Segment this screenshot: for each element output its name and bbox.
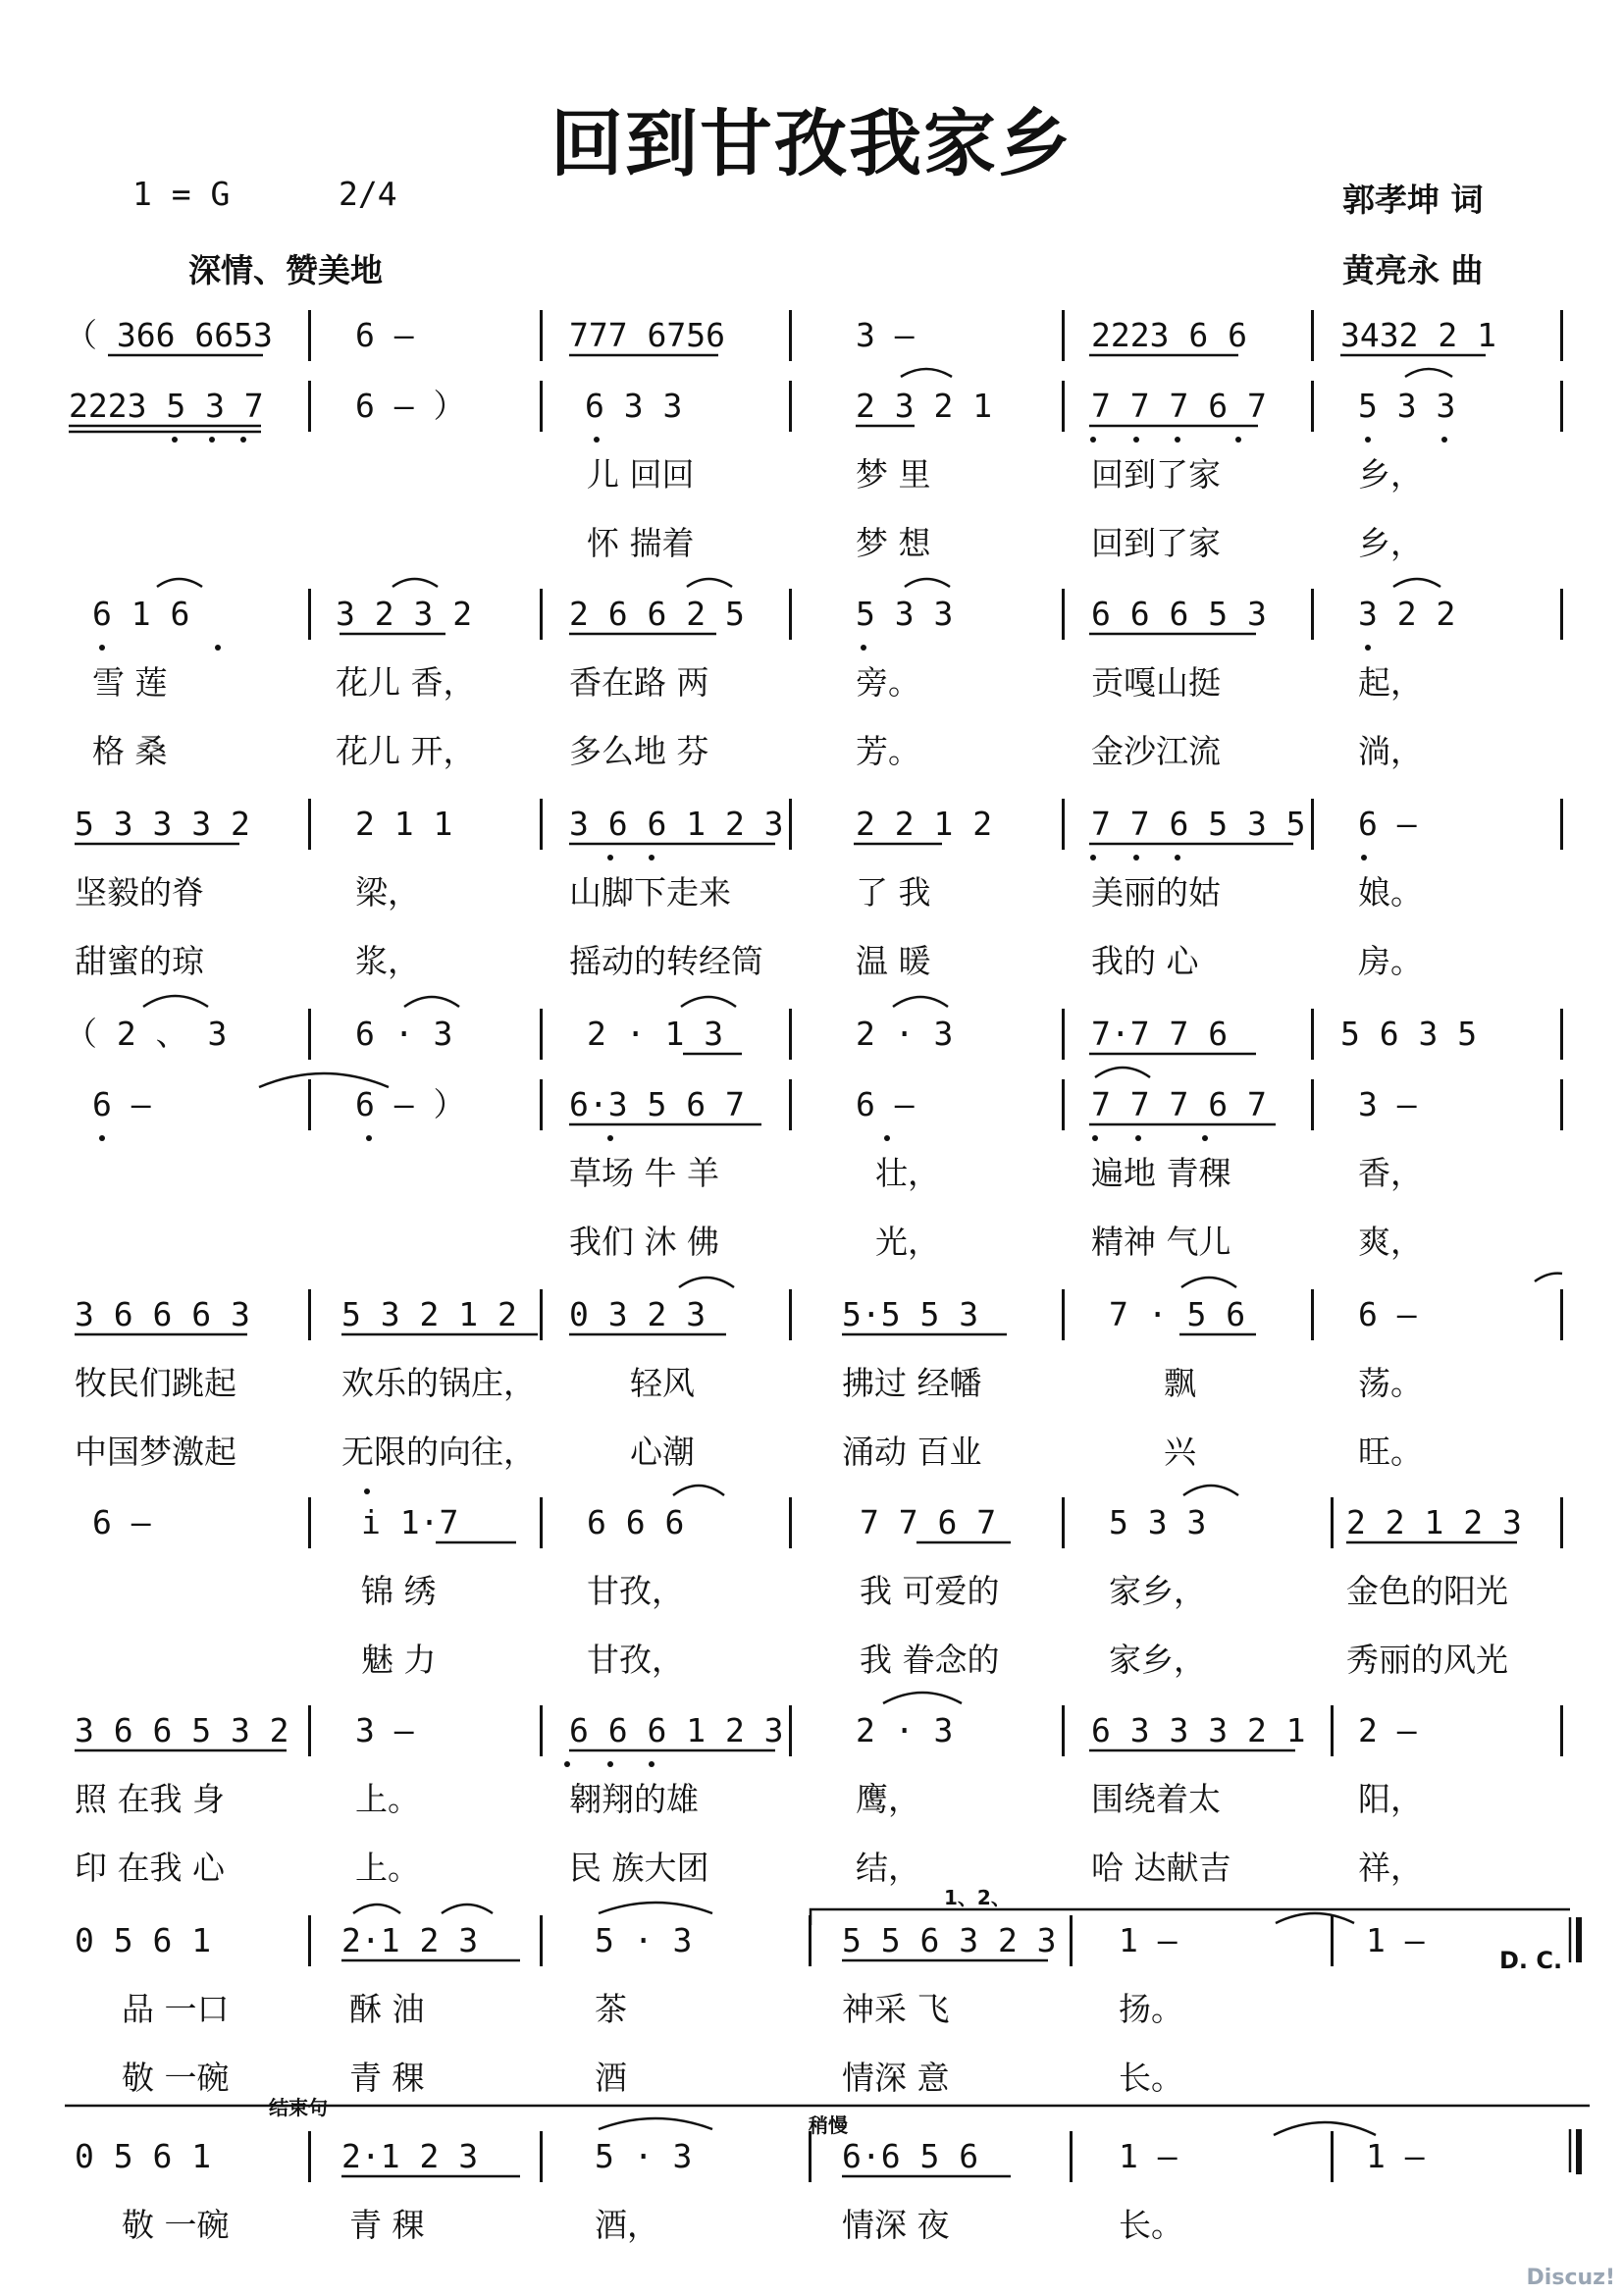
bar-line [308, 589, 311, 640]
bar-line [540, 799, 543, 850]
bar-line [1062, 799, 1065, 850]
measure: 3 – [1358, 1085, 1417, 1123]
bar-line [1062, 1705, 1065, 1756]
lyric-line [65, 724, 1566, 779]
bar-line [789, 310, 792, 361]
bar-line [789, 1009, 792, 1060]
lyric-line [65, 2198, 1566, 2253]
lyric: 印 在我 心 [75, 1849, 225, 1887]
bar-line [540, 1009, 543, 1060]
bar-line [308, 2131, 311, 2182]
bar-line [1311, 1079, 1314, 1130]
measure: 2 · 1 3 [587, 1015, 724, 1053]
measure: 2 3 2 1 [856, 387, 993, 425]
lyric: 甜蜜的琼 [75, 942, 204, 980]
lyric: 无限的向往， [341, 1433, 536, 1471]
bar-line [1311, 381, 1314, 432]
measure: 6 – ） [355, 387, 466, 425]
measure: 3 6 6 1 2 3 [569, 805, 784, 843]
lyric: 芳。 [856, 732, 920, 770]
bar-line [308, 799, 311, 850]
bar-line [1062, 1079, 1065, 1130]
lyric: 长。 [1119, 2206, 1183, 2244]
measure: 2 2 1 2 [856, 805, 993, 843]
lyric: 欢乐的锅庄， [341, 1364, 536, 1402]
lyric: 民 族大团 [569, 1849, 709, 1887]
bar-line [308, 1497, 311, 1548]
lyric: 祥， [1358, 1849, 1423, 1887]
measure: 6 6 6 5 3 [1091, 595, 1267, 633]
lyric-line [65, 1356, 1566, 1411]
lyric-line [65, 1841, 1566, 1896]
lyric: 结， [856, 1849, 920, 1887]
lyric: 神采 飞 [842, 1990, 950, 2028]
measure: 3 2 2 [1358, 595, 1456, 633]
lyric: 品 一口 [122, 1990, 230, 2028]
lyric: 山脚下走来 [569, 873, 731, 912]
ending-label: 结束句 [269, 2096, 328, 2119]
bar-line [1062, 310, 1065, 361]
notation-row [65, 1285, 1566, 1344]
measure: 7·7 7 6 [1091, 1015, 1229, 1053]
measure: 6 6 6 [587, 1503, 685, 1541]
bar-line [789, 1289, 792, 1340]
lyric: 壮， [875, 1154, 940, 1192]
notation-row [65, 1005, 1566, 1064]
measure: 2 6 6 2 5 [569, 595, 745, 633]
lyric: 旺。 [1358, 1433, 1423, 1471]
lyric: 青 稞 [349, 2206, 425, 2244]
bar-line [1331, 1705, 1334, 1756]
bar-line [1331, 1497, 1334, 1548]
lyric-line [65, 1633, 1566, 1688]
measure: （ 366 6653 [65, 316, 273, 354]
measure: 6 – [92, 1503, 151, 1541]
bar-line [308, 1915, 311, 1966]
measure: 2 1 1 [355, 805, 453, 843]
lyric-line [65, 1425, 1566, 1480]
key-signature: 1 = G [132, 175, 231, 213]
notation-row [65, 795, 1566, 854]
measure: 2 · 3 [856, 1015, 954, 1053]
lyric: 茶 [595, 1990, 627, 2028]
lyric: 酥 油 [349, 1990, 425, 2028]
bar-line [1311, 310, 1314, 361]
measure: 7 7 7 6 7 [1091, 387, 1267, 425]
bar-line [1311, 1009, 1314, 1060]
lyric: 锦 绣 [361, 1572, 437, 1610]
bar-line [1560, 589, 1563, 640]
lyric: 了 我 [856, 873, 931, 912]
bar-line [540, 1079, 543, 1130]
measure: 5 5 6 3 2 3 [842, 1921, 1057, 1959]
lyric: 敬 一碗 [122, 2206, 230, 2244]
measure: 5 3 2 1 2 [341, 1295, 517, 1333]
measure: 2·1 2 3 [341, 1921, 479, 1959]
lyric: 贡嘎山挺 [1091, 663, 1221, 702]
lyric: 魅 力 [361, 1641, 437, 1679]
measure: 6 – [355, 316, 414, 354]
lyric: 长。 [1119, 2059, 1183, 2097]
lyric: 回到了家 [1091, 524, 1221, 562]
lyric: 梦 想 [856, 524, 931, 562]
bar-line [1331, 1915, 1334, 1966]
lyric-line [65, 865, 1566, 920]
measure: 5 · 3 [595, 1921, 693, 1959]
lyric: 草场 牛 羊 [569, 1154, 719, 1192]
measure: 6 – [1358, 805, 1417, 843]
lyric: 摇动的转经筒 [569, 942, 763, 980]
bar-line [1560, 1705, 1563, 1756]
bar-line [540, 1497, 543, 1548]
notation-row [65, 1911, 1566, 1970]
lyric: 飘 [1164, 1364, 1196, 1402]
lyric: 光， [875, 1223, 940, 1261]
lyric: 花儿 开， [336, 732, 476, 770]
lyric: 金沙江流 [1091, 732, 1221, 770]
bar-line [1560, 1009, 1563, 1060]
time-signature: 2/4 [339, 175, 397, 213]
bar-line [540, 310, 543, 361]
bar-line [1062, 1009, 1065, 1060]
lyric-line [65, 1215, 1566, 1270]
lyric: 精神 气儿 [1091, 1223, 1231, 1261]
bar-line [1062, 381, 1065, 432]
bar-line [1560, 1497, 1563, 1548]
notation-row [65, 1701, 1566, 1760]
bar-line [308, 1009, 311, 1060]
lyric: 乡， [1358, 524, 1423, 562]
lyric: 轻风 [630, 1364, 695, 1402]
measure: 1 – [1119, 1921, 1178, 1959]
measure: 6 1 6 [92, 595, 190, 633]
lyric: 淌， [1358, 732, 1423, 770]
measure: 7 7 6 5 3 5 [1091, 805, 1306, 843]
measure: 2 – [1358, 1711, 1417, 1749]
bar-line [308, 1705, 311, 1756]
measure: 1 – [1119, 2137, 1178, 2175]
lyric: 格 桑 [92, 732, 168, 770]
notation-row [65, 1075, 1566, 1134]
lyric: 香在路 两 [569, 663, 709, 702]
lyric: 拂过 经幡 [842, 1364, 982, 1402]
lyric-line [65, 447, 1566, 502]
lyric: 我们 沐 佛 [569, 1223, 719, 1261]
lyric: 中国梦激起 [75, 1433, 236, 1471]
measure: 7 · 5 6 [1109, 1295, 1246, 1333]
lyric: 梁， [355, 873, 420, 912]
bar-line [540, 2131, 543, 2182]
lyric: 情深 意 [842, 2059, 950, 2097]
measure: 1 – [1366, 1921, 1425, 1959]
measure: 6 – [1358, 1295, 1417, 1333]
bar-line [308, 1289, 311, 1340]
lyric: 照 在我 身 [75, 1780, 225, 1818]
bar-line [540, 1705, 543, 1756]
notation-row [65, 1493, 1566, 1552]
measure: i 1·7 [361, 1503, 459, 1541]
lyric: 儿 回回 [587, 455, 695, 494]
notation-row [65, 377, 1566, 436]
bar-line [1062, 1289, 1065, 1340]
bar-line [1560, 799, 1563, 850]
lyric: 荡。 [1358, 1364, 1423, 1402]
dc-marking: D. C. [1499, 1947, 1563, 1974]
lyric: 扬。 [1119, 1990, 1183, 2028]
bar-line [809, 1915, 812, 1966]
bar-line [789, 1497, 792, 1548]
notation-row [65, 306, 1566, 365]
measure: 5 3 3 [856, 595, 954, 633]
lyric: 敬 一碗 [122, 2059, 230, 2097]
lyric: 我的 心 [1091, 942, 1199, 980]
measure: 5 3 3 [1358, 387, 1456, 425]
measure: 2 · 3 [856, 1711, 954, 1749]
lyric: 爽， [1358, 1223, 1423, 1261]
bar-line [1070, 1915, 1073, 1966]
measure: 0 5 6 1 [75, 1921, 212, 1959]
lyric: 雪 莲 [92, 663, 168, 702]
measure: 3 2 3 2 [336, 595, 473, 633]
measure: 5 3 3 [1109, 1503, 1207, 1541]
lyric: 酒 [595, 2059, 627, 2097]
lyric: 美丽的姑 [1091, 873, 1221, 912]
measure: 6 3 3 [585, 387, 683, 425]
bar-line [1062, 589, 1065, 640]
measure: 6 – [92, 1085, 151, 1123]
lyric: 坚毅的脊 [75, 873, 204, 912]
measure: 2223 6 6 [1091, 316, 1247, 354]
measure: 3 6 6 5 3 2 [75, 1711, 289, 1749]
lyric-line [65, 1146, 1566, 1201]
lyricist-credit: 郭孝坤 词 [1342, 181, 1484, 219]
lyric: 秀丽的风光 [1346, 1641, 1508, 1679]
measure: 3 – [355, 1711, 414, 1749]
lyric: 香， [1358, 1154, 1423, 1192]
bar-line [1560, 381, 1563, 432]
lyric: 牧民们跳起 [75, 1364, 236, 1402]
bar-line [1070, 2131, 1073, 2182]
bar-line [1062, 1497, 1065, 1548]
measure: 5 3 3 3 2 [75, 805, 250, 843]
lyric: 甘孜， [587, 1641, 684, 1679]
measure: 6·3 5 6 7 [569, 1085, 745, 1123]
bar-line [540, 1289, 543, 1340]
lyric: 围绕着太 [1091, 1780, 1221, 1818]
lyric: 房。 [1358, 942, 1423, 980]
measure: 6 6 6 1 2 3 [569, 1711, 784, 1749]
measure: 6 – ） [355, 1085, 466, 1123]
lyric: 家乡， [1109, 1572, 1206, 1610]
bar-line [1311, 799, 1314, 850]
bar-line [789, 1705, 792, 1756]
lyric: 梦 里 [856, 455, 931, 494]
bar-line [1560, 1289, 1563, 1340]
measure: 6·6 5 6 [842, 2137, 979, 2175]
lyric: 怀 揣着 [587, 524, 695, 562]
bar-line [1311, 1289, 1314, 1340]
lyric: 上。 [355, 1849, 420, 1887]
lyric: 青 稞 [349, 2059, 425, 2097]
lyric: 乡， [1358, 455, 1423, 494]
lyric: 甘孜， [587, 1572, 684, 1610]
lyric: 回到了家 [1091, 455, 1221, 494]
measure: （ 2 、 3 [65, 1015, 228, 1053]
lyric: 阳， [1358, 1780, 1423, 1818]
lyric-line [65, 1982, 1566, 2037]
lyric: 酒， [595, 2206, 659, 2244]
ritardando-label: 稍慢 [809, 2113, 848, 2137]
bar-line [789, 381, 792, 432]
song-title: 回到甘孜我家乡 [550, 102, 1073, 186]
bar-line [789, 1079, 792, 1130]
lyric: 哈 达献吉 [1091, 1849, 1231, 1887]
lyric-line [65, 1564, 1566, 1619]
lyric-line [65, 1772, 1566, 1827]
lyric: 家乡， [1109, 1641, 1206, 1679]
measure: 0 3 2 3 [569, 1295, 707, 1333]
measure: 2·1 2 3 [341, 2137, 479, 2175]
bar-line [809, 2131, 812, 2182]
measure: 3 – [856, 316, 915, 354]
lyric: 温 暖 [856, 942, 931, 980]
volta-label: 1、2、 [944, 1886, 1011, 1909]
measure: 5·5 5 3 [842, 1295, 979, 1333]
bar-line [789, 799, 792, 850]
measure: 6 · 3 [355, 1015, 453, 1053]
measure: 2223 5 3 7 [69, 387, 264, 425]
measure: 1 – [1366, 2137, 1425, 2175]
measure: 7 7 7 6 7 [1091, 1085, 1267, 1123]
bar-line [540, 589, 543, 640]
bar-line [1560, 1079, 1563, 1130]
lyric: 起， [1358, 663, 1423, 702]
lyric-line [65, 934, 1566, 989]
bar-line [308, 310, 311, 361]
notation-row [65, 585, 1566, 644]
lyric: 金色的阳光 [1346, 1572, 1508, 1610]
lyric: 花儿 香， [336, 663, 476, 702]
measure: 6 – [856, 1085, 915, 1123]
measure: 5 · 3 [595, 2137, 693, 2175]
measure: 7 7 6 7 [860, 1503, 997, 1541]
lyric-line [65, 655, 1566, 710]
measure: 6 3 3 3 2 1 [1091, 1711, 1306, 1749]
bar-line [1331, 2131, 1334, 2182]
lyric: 遍地 青稞 [1091, 1154, 1231, 1192]
measure: 5 6 3 5 [1340, 1015, 1478, 1053]
bar-line [308, 1079, 311, 1130]
lyric: 我 眷念的 [860, 1641, 1000, 1679]
watermark: Discuz! [1526, 2266, 1615, 2290]
measure: 777 6756 [569, 316, 725, 354]
measure: 3 6 6 6 3 [75, 1295, 250, 1333]
lyric: 我 可爱的 [860, 1572, 1000, 1610]
lyric: 兴 [1164, 1433, 1196, 1471]
bar-line [1560, 310, 1563, 361]
lyric: 翱翔的雄 [569, 1780, 699, 1818]
bar-line [540, 381, 543, 432]
lyric: 旁。 [856, 663, 920, 702]
lyric: 浆， [355, 942, 420, 980]
measure: 3432 2 1 [1340, 316, 1496, 354]
measure: 2 2 1 2 3 [1346, 1503, 1522, 1541]
bar-line [1311, 589, 1314, 640]
bar-line [540, 1915, 543, 1966]
lyric: 娘。 [1358, 873, 1423, 912]
bar-line [789, 589, 792, 640]
tempo-marking: 深情、赞美地 [188, 251, 383, 289]
lyric: 情深 夜 [842, 2206, 950, 2244]
lyric: 多么地 芬 [569, 732, 709, 770]
lyric: 鹰， [856, 1780, 920, 1818]
lyric: 涌动 百业 [842, 1433, 982, 1471]
composer-credit: 黄亮永 曲 [1342, 251, 1484, 289]
lyric: 心潮 [630, 1433, 695, 1471]
bar-line [308, 381, 311, 432]
lyric-line [65, 516, 1566, 571]
measure: 0 5 6 1 [75, 2137, 212, 2175]
lyric: 上。 [355, 1780, 420, 1818]
